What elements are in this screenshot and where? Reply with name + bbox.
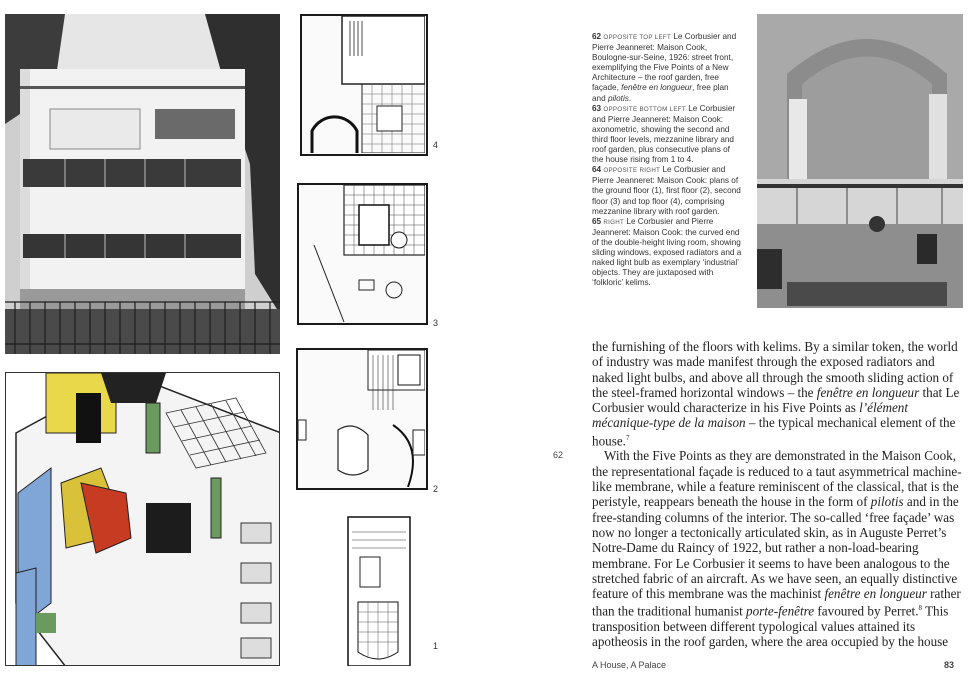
plan-number-2: 2 — [433, 484, 439, 494]
captions-block — [592, 32, 742, 288]
margin-page-number: 62 — [553, 450, 564, 460]
caption-65: 65 RIGHT Le Corbusier and Pierre Jeanneret: Maison Cook: the curved end of the double-height living room, showing sliding windows, exposed radiators and a naked light bulb as exemplary ‘industrial’ objects. They are juxtaposed with ‘folkloric’ kelims. — [592, 216, 742, 288]
running-title: A House, A Palace — [592, 660, 667, 670]
plan-second-floor — [297, 183, 428, 325]
page-number: 83 — [944, 660, 955, 670]
plan-number-3: 3 — [433, 318, 439, 328]
photo-living-room-interior — [757, 14, 963, 308]
paragraph-2: With the Five Points as they are demonstrated in the Maison Cook, the representational façade is reduced to a taut asymmetrical machine-like membrane, while a feature reminiscent of the classical, that is the peristyle, reappears beneath the house in the form of pilotis and in the free-standing columns of the interior. The so-called ‘free façade’ was now no longer a tectonically articulated skin, as in Auguste Perret’s Notre-Dame du Raincy of 1922, but rather a non-load-bearing membrane. For Le Corbusier it seems to have been analogous to the stretched fabric of an aircraft. As we have seen, an equally distinctive feature of this membrane was the machinist fenêtre en longueur rather than the traditional humanist porte-fenêtre favoured by Perret.$^8$ This transposition between different typological values attained its apotheosis in the roof garden, where the area occupied by the house — [592, 448, 962, 650]
plan-ground-floor — [300, 512, 428, 666]
body-text — [592, 339, 964, 650]
plan-first-floor — [296, 348, 428, 490]
axonometric-drawing — [5, 372, 280, 666]
photo-street-front — [5, 14, 280, 354]
caption-63: 63 OPPOSITE BOTTOM LEFT Le Corbusier and Pierre Jeanneret: Maison Cook: axonometric, showing the second and third floor levels, mezzanine library and roof garden, plus consecutive plans of the house rising from 1 to 4. — [592, 103, 736, 165]
plan-number-1: 1 — [433, 641, 439, 651]
caption-64: 64 OPPOSITE RIGHT Le Corbusier and Pierre Jeanneret: Maison Cook: plans of the ground floor (1), first floor (2), second floor (3) and top floor (4), comprising mezzanine library with roof garden. — [592, 165, 741, 216]
footnote-ref-8[interactable]: 8 — [918, 604, 922, 613]
footnote-ref-7[interactable]: 7 — [625, 433, 630, 442]
plan-top-floor — [300, 14, 428, 156]
plan-number-4: 4 — [433, 140, 439, 150]
caption-62: 62 OPPOSITE TOP LEFT Le Corbusier and Pierre Jeanneret: Maison Cook, Boulogne-sur-Seine, 1926: street front, exemplifying the Five Points of a New Architecture – the roof garden, free façade, fenêtre en longueur, free plan and pilotis. — [592, 32, 737, 103]
paragraph-1: the furnishing of the floors with kelims. By a similar token, the world of industry was made manifest through the exposed radiators and naked light bulbs, and above all through the smooth sliding action of the steel-framed horizontal windows – the fenêtre en longueur that Le Corbusier would characterize in his Five Points as l’élément mécanique-type de la maison – the typical mechanical element of the house.$^7$ — [592, 339, 960, 449]
